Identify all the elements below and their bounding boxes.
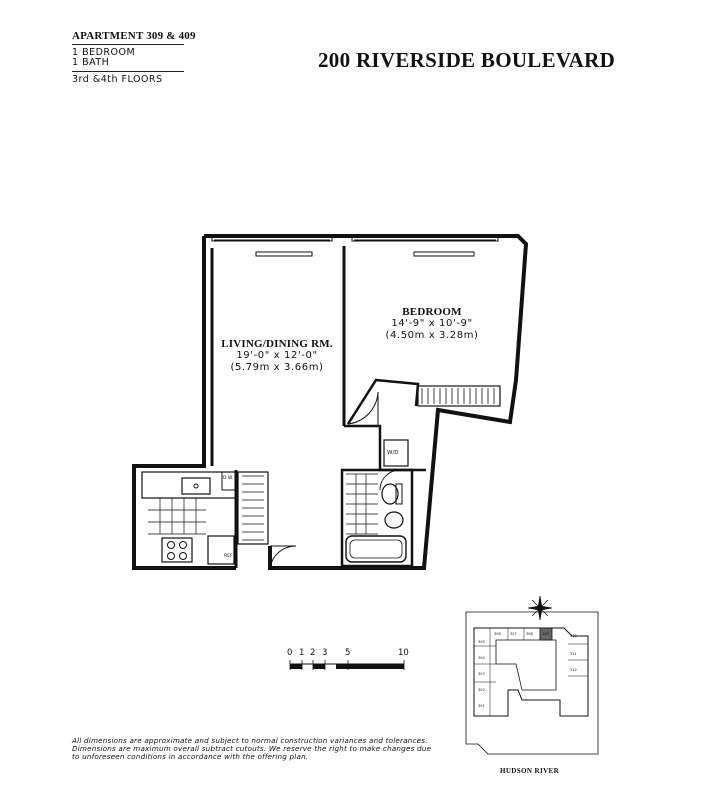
scale-tick-2: 2	[310, 648, 316, 658]
radiator	[256, 252, 312, 256]
bathtub-inner	[350, 540, 402, 558]
bath-sink	[385, 512, 403, 528]
closet-hatch	[422, 388, 494, 404]
bedroom-dim-imperial: 14'-9" x 10'-9"	[391, 318, 473, 329]
bedroom-door	[348, 392, 378, 426]
stove	[162, 538, 192, 562]
washer-dryer-label: W/D	[387, 450, 399, 456]
faucet	[194, 484, 198, 488]
apartment-title: APARTMENT 309 & 409	[72, 30, 196, 42]
scale-block	[336, 664, 348, 669]
bedroom-dim-metric: (4.50m x 3.28m)	[385, 330, 479, 341]
key-plan-building	[474, 628, 588, 716]
key-unit: 304	[478, 656, 485, 660]
hall-wall	[344, 426, 426, 470]
bath-tile	[346, 474, 378, 534]
bedroom-count: 1 BEDROOM	[72, 47, 136, 58]
scale-tick-5: 5	[345, 648, 351, 658]
entry-closet-hatch	[242, 476, 264, 540]
kitchen-tile	[148, 498, 206, 534]
bedroom-name: BEDROOM	[402, 306, 462, 318]
bedroom-label	[372, 306, 492, 342]
dishwasher-label: D.W.	[223, 476, 234, 481]
key-unit: 302	[478, 688, 485, 692]
disclaimer-line: All dimensions are approximate and subject to normal construction variances and tolerances.	[72, 736, 428, 745]
key-unit: 310	[570, 634, 577, 638]
living-room-name: LIVING/DINING RM.	[221, 338, 333, 350]
burner	[180, 553, 187, 560]
refrigerator-label: REF	[224, 554, 233, 559]
disclaimer-line: to unforeseen conditions in accordance with the offering plan.	[72, 752, 309, 761]
scale-tick-1: 1	[299, 648, 305, 658]
living-room-label	[212, 338, 342, 374]
burner	[168, 553, 175, 560]
river-label: HUDSON RIVER	[500, 767, 560, 775]
burner	[180, 542, 187, 549]
scale-tick-3: 3	[322, 648, 328, 658]
disclaimer	[72, 737, 452, 761]
closet-wall	[348, 380, 418, 424]
floor-info: 3rd &4th FLOORS	[72, 71, 184, 85]
key-unit: 307	[510, 632, 517, 636]
burner	[168, 542, 175, 549]
building-name: 200 RIVERSIDE BOULEVARD	[318, 48, 616, 72]
refrigerator	[208, 536, 234, 564]
scale-tick-0: 0	[287, 648, 293, 658]
disclaimer-line: Dimensions are maximum overall subtract cutouts. We reserve the right to make changes due	[72, 744, 432, 753]
key-unit: 309	[542, 632, 549, 636]
scale-tick-10: 10	[398, 648, 409, 658]
kitchen-sink	[182, 478, 210, 494]
living-room-dim-imperial: 19'-0" x 12'-0"	[236, 350, 318, 361]
toilet-tank	[396, 484, 402, 504]
radiator	[414, 252, 474, 256]
key-unit: 308	[526, 632, 533, 636]
key-unit: 303	[478, 672, 485, 676]
key-unit: 305	[478, 640, 485, 644]
scale-block	[348, 664, 404, 669]
entry-door	[270, 546, 296, 568]
scale-block	[290, 664, 302, 669]
scale-bar	[290, 664, 404, 669]
key-unit: 306	[494, 632, 501, 636]
bath-door	[380, 470, 400, 490]
key-unit: 311	[570, 652, 577, 656]
key-plan-inner	[496, 640, 556, 690]
bath-count: 1 BATH	[72, 57, 110, 68]
dishwasher	[222, 472, 236, 490]
living-room-dim-metric: (5.79m x 3.66m)	[230, 362, 324, 373]
outer-wall	[134, 236, 526, 568]
key-unit: 301	[478, 704, 485, 708]
scale-block	[313, 664, 325, 669]
compass-icon	[528, 596, 552, 620]
key-unit: 312	[570, 668, 577, 672]
